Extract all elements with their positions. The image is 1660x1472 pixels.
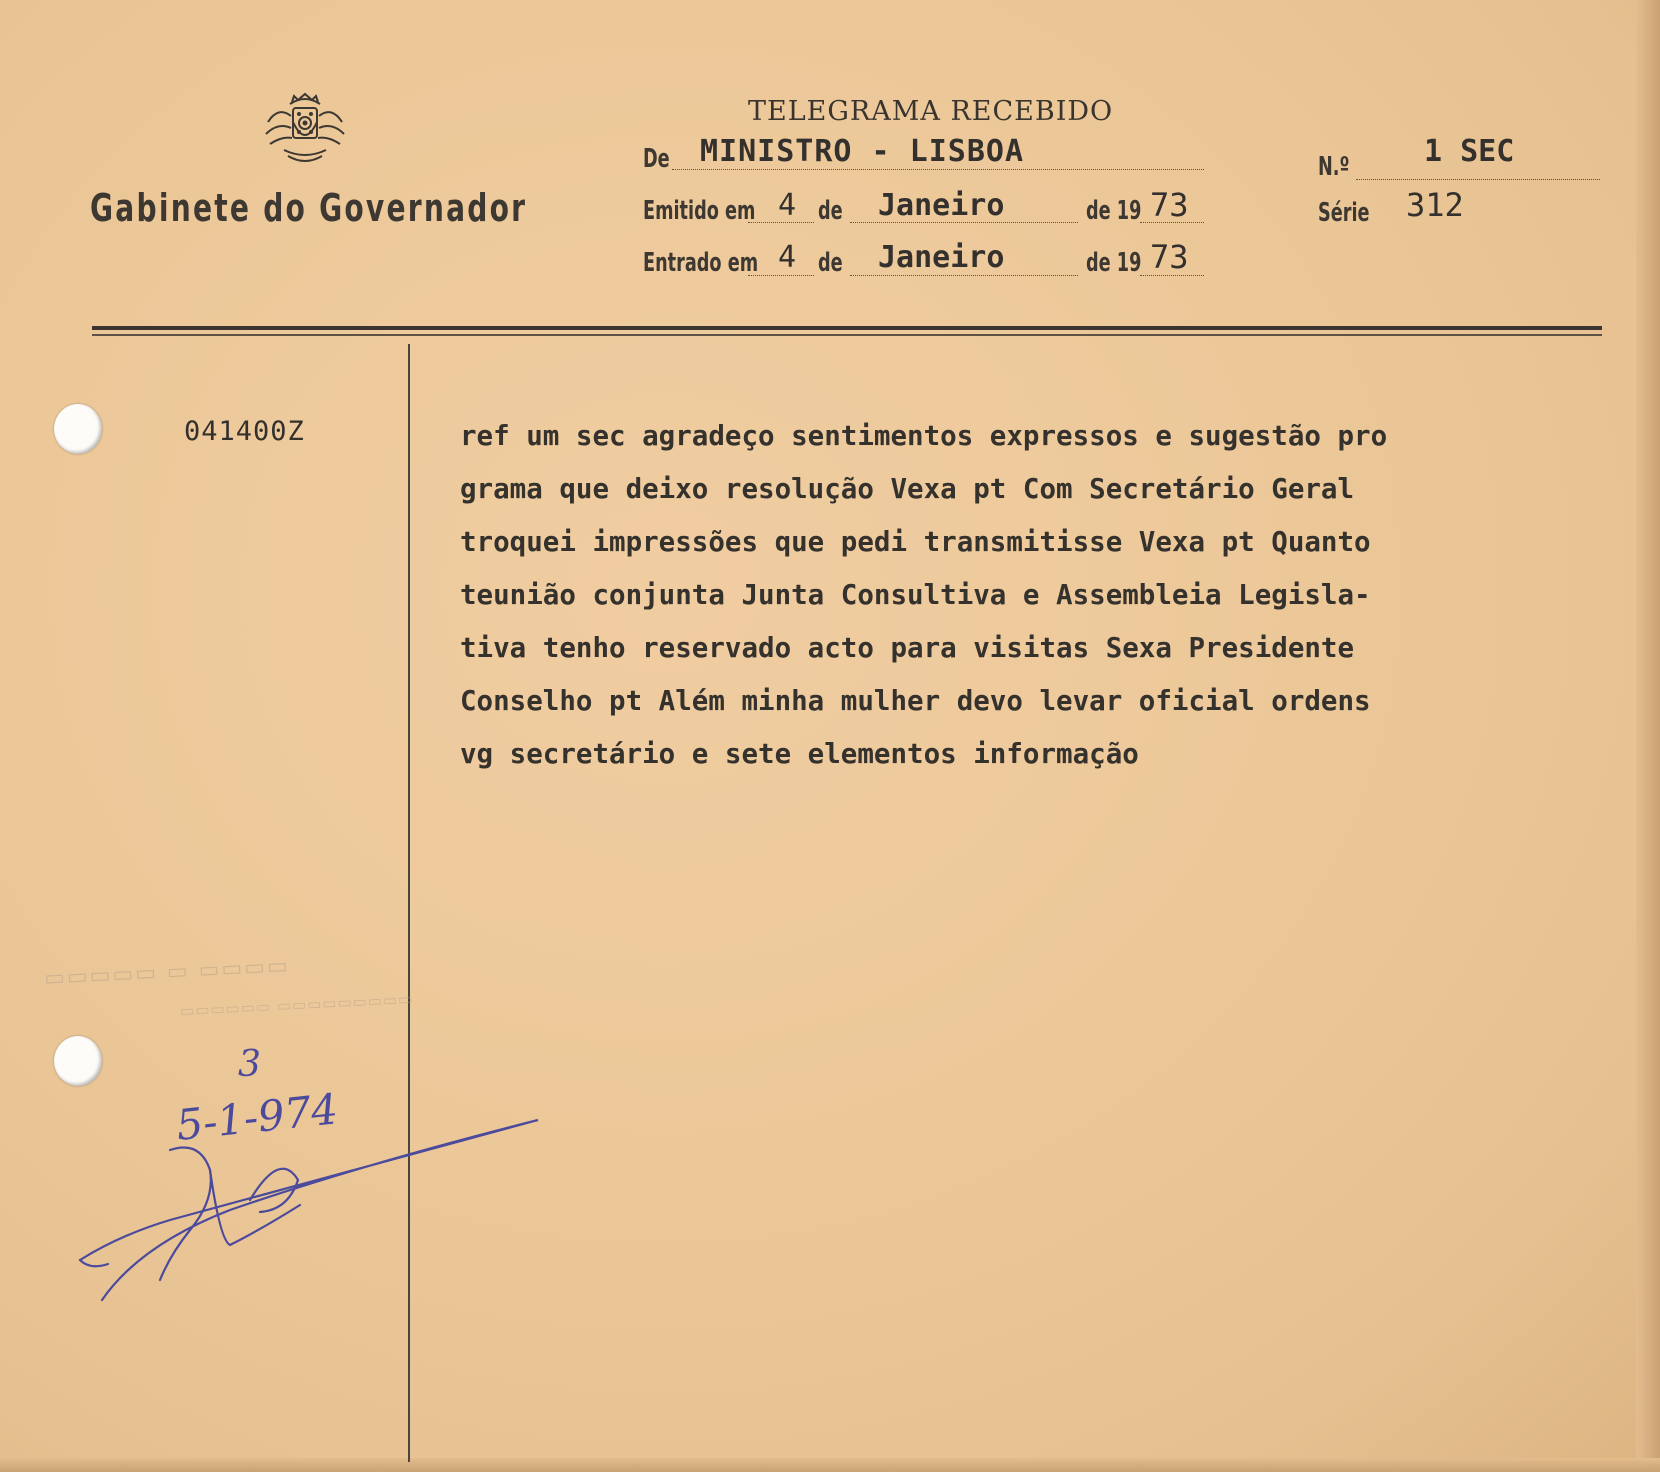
message-line: troquei impressões que pedi transmitisse Vexa pt Quanto [460, 526, 1371, 558]
message-line: tiva tenho reservado acto para visitas Sexa Presidente [460, 632, 1355, 664]
received-year-prefix: de 19 [1086, 248, 1142, 278]
issued-year: 73 [1150, 186, 1189, 224]
received-year: 73 [1150, 238, 1189, 276]
issued-label: Emitido em [643, 196, 756, 226]
office-title: Gabinete do Governador [90, 186, 528, 230]
coat-of-arms-icon [258, 92, 352, 168]
from-dotted-line [672, 169, 1204, 170]
message-line: ref um sec agradeço sentimentos expressos e sugestão pro [460, 420, 1388, 452]
faded-stamp: ▭▭▭▭▭ ▭ ▭▭▭▭ [43, 953, 291, 992]
handwritten-date: 5-1-974 [173, 1084, 341, 1150]
series-label: Série [1318, 198, 1370, 228]
paper-edge-right [1636, 0, 1660, 1472]
message-line: vg secretário e sete elementos informação [460, 738, 1139, 770]
from-label: De [643, 144, 670, 174]
number-dotted-line [1356, 179, 1600, 180]
message-body [460, 410, 1387, 781]
received-label: Entrado em [643, 248, 759, 278]
series-value: 312 [1406, 186, 1464, 224]
issued-month: Janeiro [878, 188, 1005, 223]
handwritten-ref-number: 3 [238, 1044, 261, 1085]
issued-de-label: de [818, 196, 843, 226]
received-de-label: de [818, 248, 843, 278]
received-month-line [850, 275, 1078, 276]
received-day-line [748, 275, 814, 276]
issued-year-prefix: de 19 [1086, 196, 1142, 226]
form-title: TELEGRAMA RECEBIDO [748, 96, 1114, 127]
time-code: 041400Z [184, 416, 305, 447]
handwritten-annotation [60, 1040, 580, 1320]
signature-icon [80, 1120, 538, 1300]
faded-stamp-subline: ▭▭▭▭▭▭ ▭▭▭▭▭▭▭▭▭ [179, 989, 414, 1021]
received-month: Janeiro [878, 240, 1005, 275]
message-line: Conselho pt Além minha mulher devo levar oficial ordens [460, 685, 1371, 717]
number-value: 1 SEC [1424, 134, 1515, 169]
message-line: grama que deixo resolução Vexa pt Com Secretário Geral [460, 473, 1355, 505]
number-label: N.º [1318, 152, 1350, 182]
issued-day: 4 [778, 188, 797, 223]
paper-edge-bottom [0, 1458, 1660, 1472]
message-line: teunião conjunta Junta Consultiva e Assembleia Legisla- [460, 579, 1371, 611]
from-value: MINISTRO - LISBOA [700, 134, 1025, 169]
header-rule-thin [92, 334, 1602, 336]
punch-hole-top [54, 404, 102, 454]
received-day: 4 [778, 240, 797, 275]
header-rule-thick [92, 326, 1602, 330]
